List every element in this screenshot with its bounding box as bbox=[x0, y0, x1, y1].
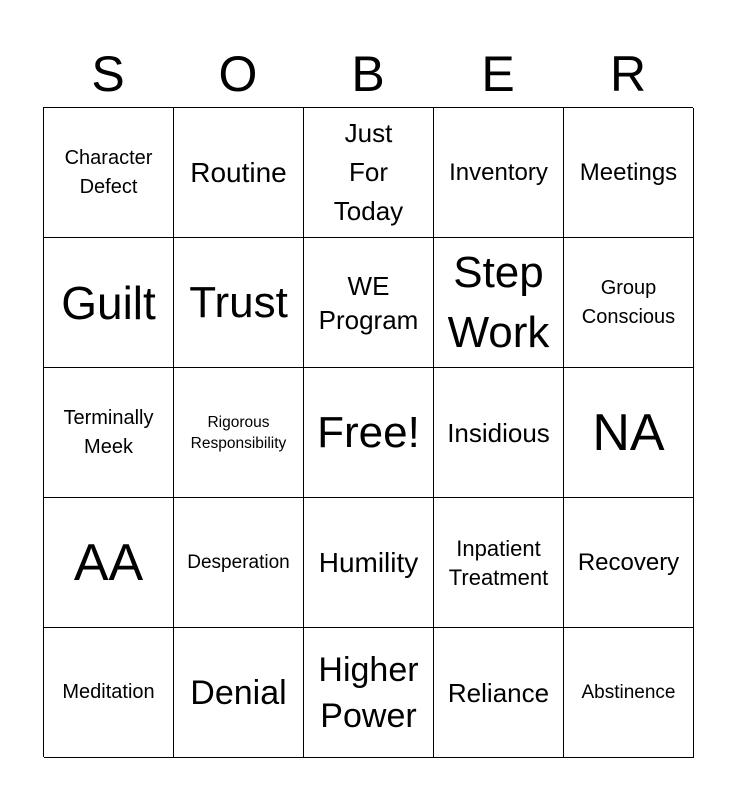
bingo-cell[interactable] bbox=[564, 108, 694, 238]
bingo-cell[interactable] bbox=[174, 628, 304, 758]
cell-label: Rigorous Responsibility bbox=[190, 413, 287, 452]
cell-label: Just For Today bbox=[333, 118, 404, 226]
cell-label: Higher Power bbox=[318, 650, 419, 735]
bingo-cell[interactable] bbox=[304, 238, 434, 368]
bingo-cell[interactable] bbox=[44, 498, 174, 628]
bingo-cell[interactable] bbox=[174, 368, 304, 498]
bingo-cell[interactable] bbox=[44, 238, 174, 368]
bingo-cell[interactable] bbox=[564, 238, 694, 368]
cell-label: Reliance bbox=[447, 677, 550, 708]
bingo-cell[interactable] bbox=[304, 368, 434, 498]
bingo-cell[interactable] bbox=[434, 368, 564, 498]
bingo-header bbox=[43, 40, 693, 108]
cell-label: Abstinence bbox=[581, 682, 676, 703]
bingo-cell[interactable] bbox=[564, 628, 694, 758]
bingo-cell[interactable] bbox=[434, 498, 564, 628]
bingo-cell[interactable] bbox=[304, 108, 434, 238]
cell-label: AA bbox=[73, 533, 144, 592]
cell-label: Step Work bbox=[447, 247, 550, 357]
cell-label: Denial bbox=[190, 673, 287, 712]
bingo-cell[interactable] bbox=[174, 238, 304, 368]
header-letter-o: O bbox=[218, 46, 258, 102]
cell-label: Meetings bbox=[579, 158, 678, 186]
header-letter-b: B bbox=[351, 46, 385, 102]
cell-label: Humility bbox=[318, 546, 419, 578]
cell-label: Insidious bbox=[447, 417, 550, 448]
bingo-cell[interactable] bbox=[174, 108, 304, 238]
bingo-cell[interactable] bbox=[44, 628, 174, 758]
bingo-cell[interactable] bbox=[434, 108, 564, 238]
cell-label: Inventory bbox=[449, 158, 548, 186]
cell-label: Guilt bbox=[61, 276, 156, 329]
cell-label: Meditation bbox=[62, 681, 155, 703]
cell-label: Routine bbox=[190, 156, 287, 188]
bingo-cell[interactable] bbox=[304, 628, 434, 758]
header-letter-r: R bbox=[609, 46, 647, 102]
header-letter-e: E bbox=[481, 46, 515, 102]
bingo-cell[interactable] bbox=[434, 238, 564, 368]
cell-label: WE Program bbox=[318, 270, 419, 335]
cell-label: Trust bbox=[189, 277, 288, 327]
bingo-cell[interactable] bbox=[304, 498, 434, 628]
bingo-cell[interactable] bbox=[564, 368, 694, 498]
bingo-cell[interactable] bbox=[564, 498, 694, 628]
cell-label: Desperation bbox=[187, 552, 290, 573]
bingo-cell[interactable] bbox=[44, 368, 174, 498]
bingo-cell[interactable] bbox=[434, 628, 564, 758]
bingo-grid bbox=[43, 107, 693, 757]
cell-label: Terminally Meek bbox=[63, 406, 154, 458]
bingo-cell[interactable] bbox=[174, 498, 304, 628]
cell-label: Group Conscious bbox=[581, 276, 676, 328]
header-letter-s: S bbox=[91, 46, 125, 102]
cell-label: NA bbox=[592, 403, 665, 462]
bingo-cell[interactable] bbox=[44, 108, 174, 238]
cell-label: Recovery bbox=[577, 548, 680, 576]
cell-label: Free! bbox=[317, 407, 420, 457]
cell-label: Character Defect bbox=[64, 146, 153, 198]
cell-label: Inpatient Treatment bbox=[448, 535, 549, 590]
